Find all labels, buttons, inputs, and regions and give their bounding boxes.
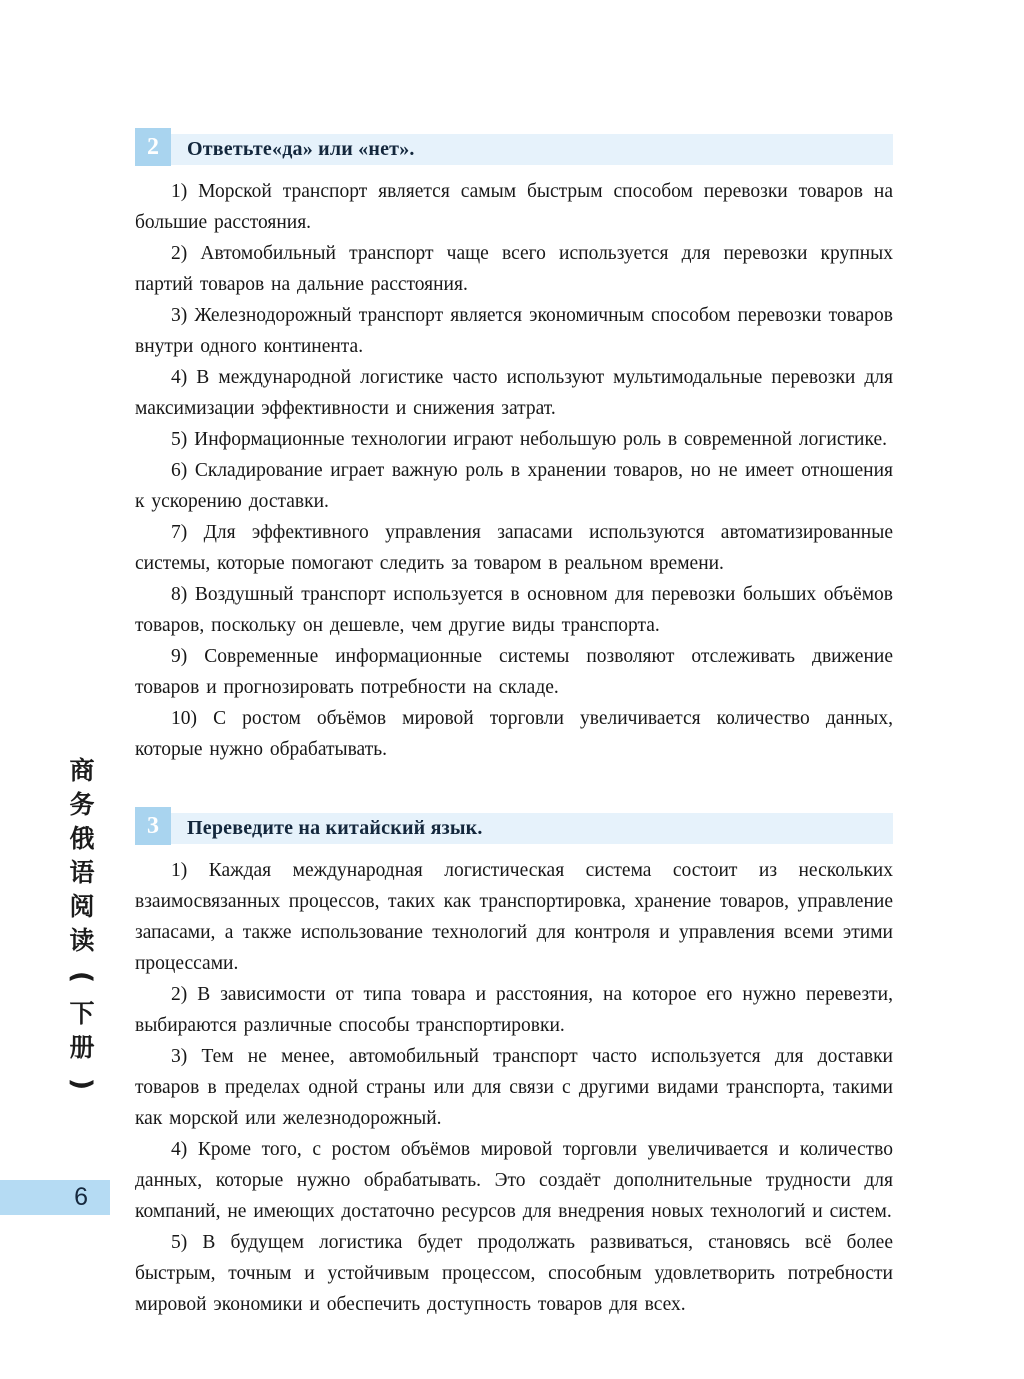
- section-3-items: [135, 855, 893, 1320]
- exercise-item: 2) В зависимости от типа товара и расстояния, на которое его нужно перевезти, выбираются различные способы транспортировки.: [135, 984, 893, 1036]
- exercise-item: 5) В будущем логистика будет продолжать развиваться, становясь всё более быстрым, точным и устойчивым процессом, способным удовлетворить потребности мировой экономики и обеспечить доступность товаров для всех.: [135, 1232, 893, 1315]
- section-3-header: [135, 807, 893, 845]
- book-title-char: 读: [69, 926, 95, 955]
- section-gap: [135, 789, 893, 807]
- book-title-char: 下: [69, 999, 95, 1028]
- section-number-badge: 3: [135, 807, 171, 845]
- exercise-item: 2) Автомобильный транспорт чаще всего используется для перевозки крупных партий товаров на дальние расстояния.: [135, 243, 893, 295]
- section-number-badge: 2: [135, 128, 171, 166]
- page-number: 6: [74, 1183, 88, 1211]
- book-title-char: 阅: [69, 892, 95, 921]
- page-content: [135, 128, 893, 1344]
- section-title: Ответьте«да» или «нет».: [187, 138, 415, 160]
- open-paren-vertical: (: [66, 970, 98, 984]
- exercise-item: 3) Тем не менее, автомобильный транспорт часто используется для доставки товаров в пределах одной страны или для связи с другими видами транспорта, такими как морской или железнодорожный.: [135, 1046, 893, 1129]
- exercise-item: 9) Современные информационные системы позволяют отслеживать движение товаров и прогнозировать потребности на складе.: [135, 646, 893, 698]
- section-2-items: [135, 176, 893, 765]
- exercise-item: 4) В международной логистике часто используют мультимодальные перевозки для максимизации эффективности и снижения затрат.: [135, 367, 893, 419]
- close-paren-vertical: ): [66, 1077, 98, 1091]
- book-title-char: 语: [69, 858, 95, 887]
- exercise-item: 6) Складирование играет важную роль в хранении товаров, но не имеет отношения к ускорению доставки.: [135, 460, 893, 512]
- book-title-char: 商: [69, 756, 95, 785]
- page-number-badge: [0, 1180, 110, 1215]
- exercise-item: 1) Каждая международная логистическая система состоит из нескольких взаимосвязанных процессов, таких как транспортировка, хранение товаров, управление запасами, а также использование технологий для контроля и управления всеми этими процессами.: [135, 860, 893, 974]
- exercise-item: 3) Железнодорожный транспорт является экономичным способом перевозки товаров внутри одного континента.: [135, 305, 893, 357]
- exercise-item: 10) С ростом объёмов мировой торговли увеличивается количество данных, которые нужно обрабатывать.: [135, 708, 893, 760]
- book-title-char: 册: [69, 1033, 95, 1062]
- exercise-item: 8) Воздушный транспорт используется в основном для перевозки больших объёмов товаров, поскольку он дешевле, чем другие виды транспорта.: [135, 584, 893, 636]
- exercise-item: 7) Для эффективного управления запасами используются автоматизированные системы, которые помогают следить за товаром в реальном времени.: [135, 522, 893, 574]
- section-2-header: [135, 128, 893, 166]
- book-title-char: 务: [69, 790, 95, 819]
- section-title: Переведите на китайский язык.: [187, 817, 483, 839]
- exercise-item: 1) Морской транспорт является самым быстрым способом перевозки товаров на большие расстояния.: [135, 181, 893, 233]
- book-title-vertical: [62, 758, 102, 1099]
- book-title-char: 俄: [69, 824, 95, 853]
- exercise-item: 5) Информационные технологии играют небольшую роль в современной логистике.: [171, 429, 887, 450]
- exercise-item: 4) Кроме того, с ростом объёмов мировой торговли увеличивается и количество данных, которые нужно обрабатывать. Это создаёт дополнительные трудности для компаний, не имеющих достаточно ресурсов для внедрения новых технологий и систем.: [135, 1139, 893, 1222]
